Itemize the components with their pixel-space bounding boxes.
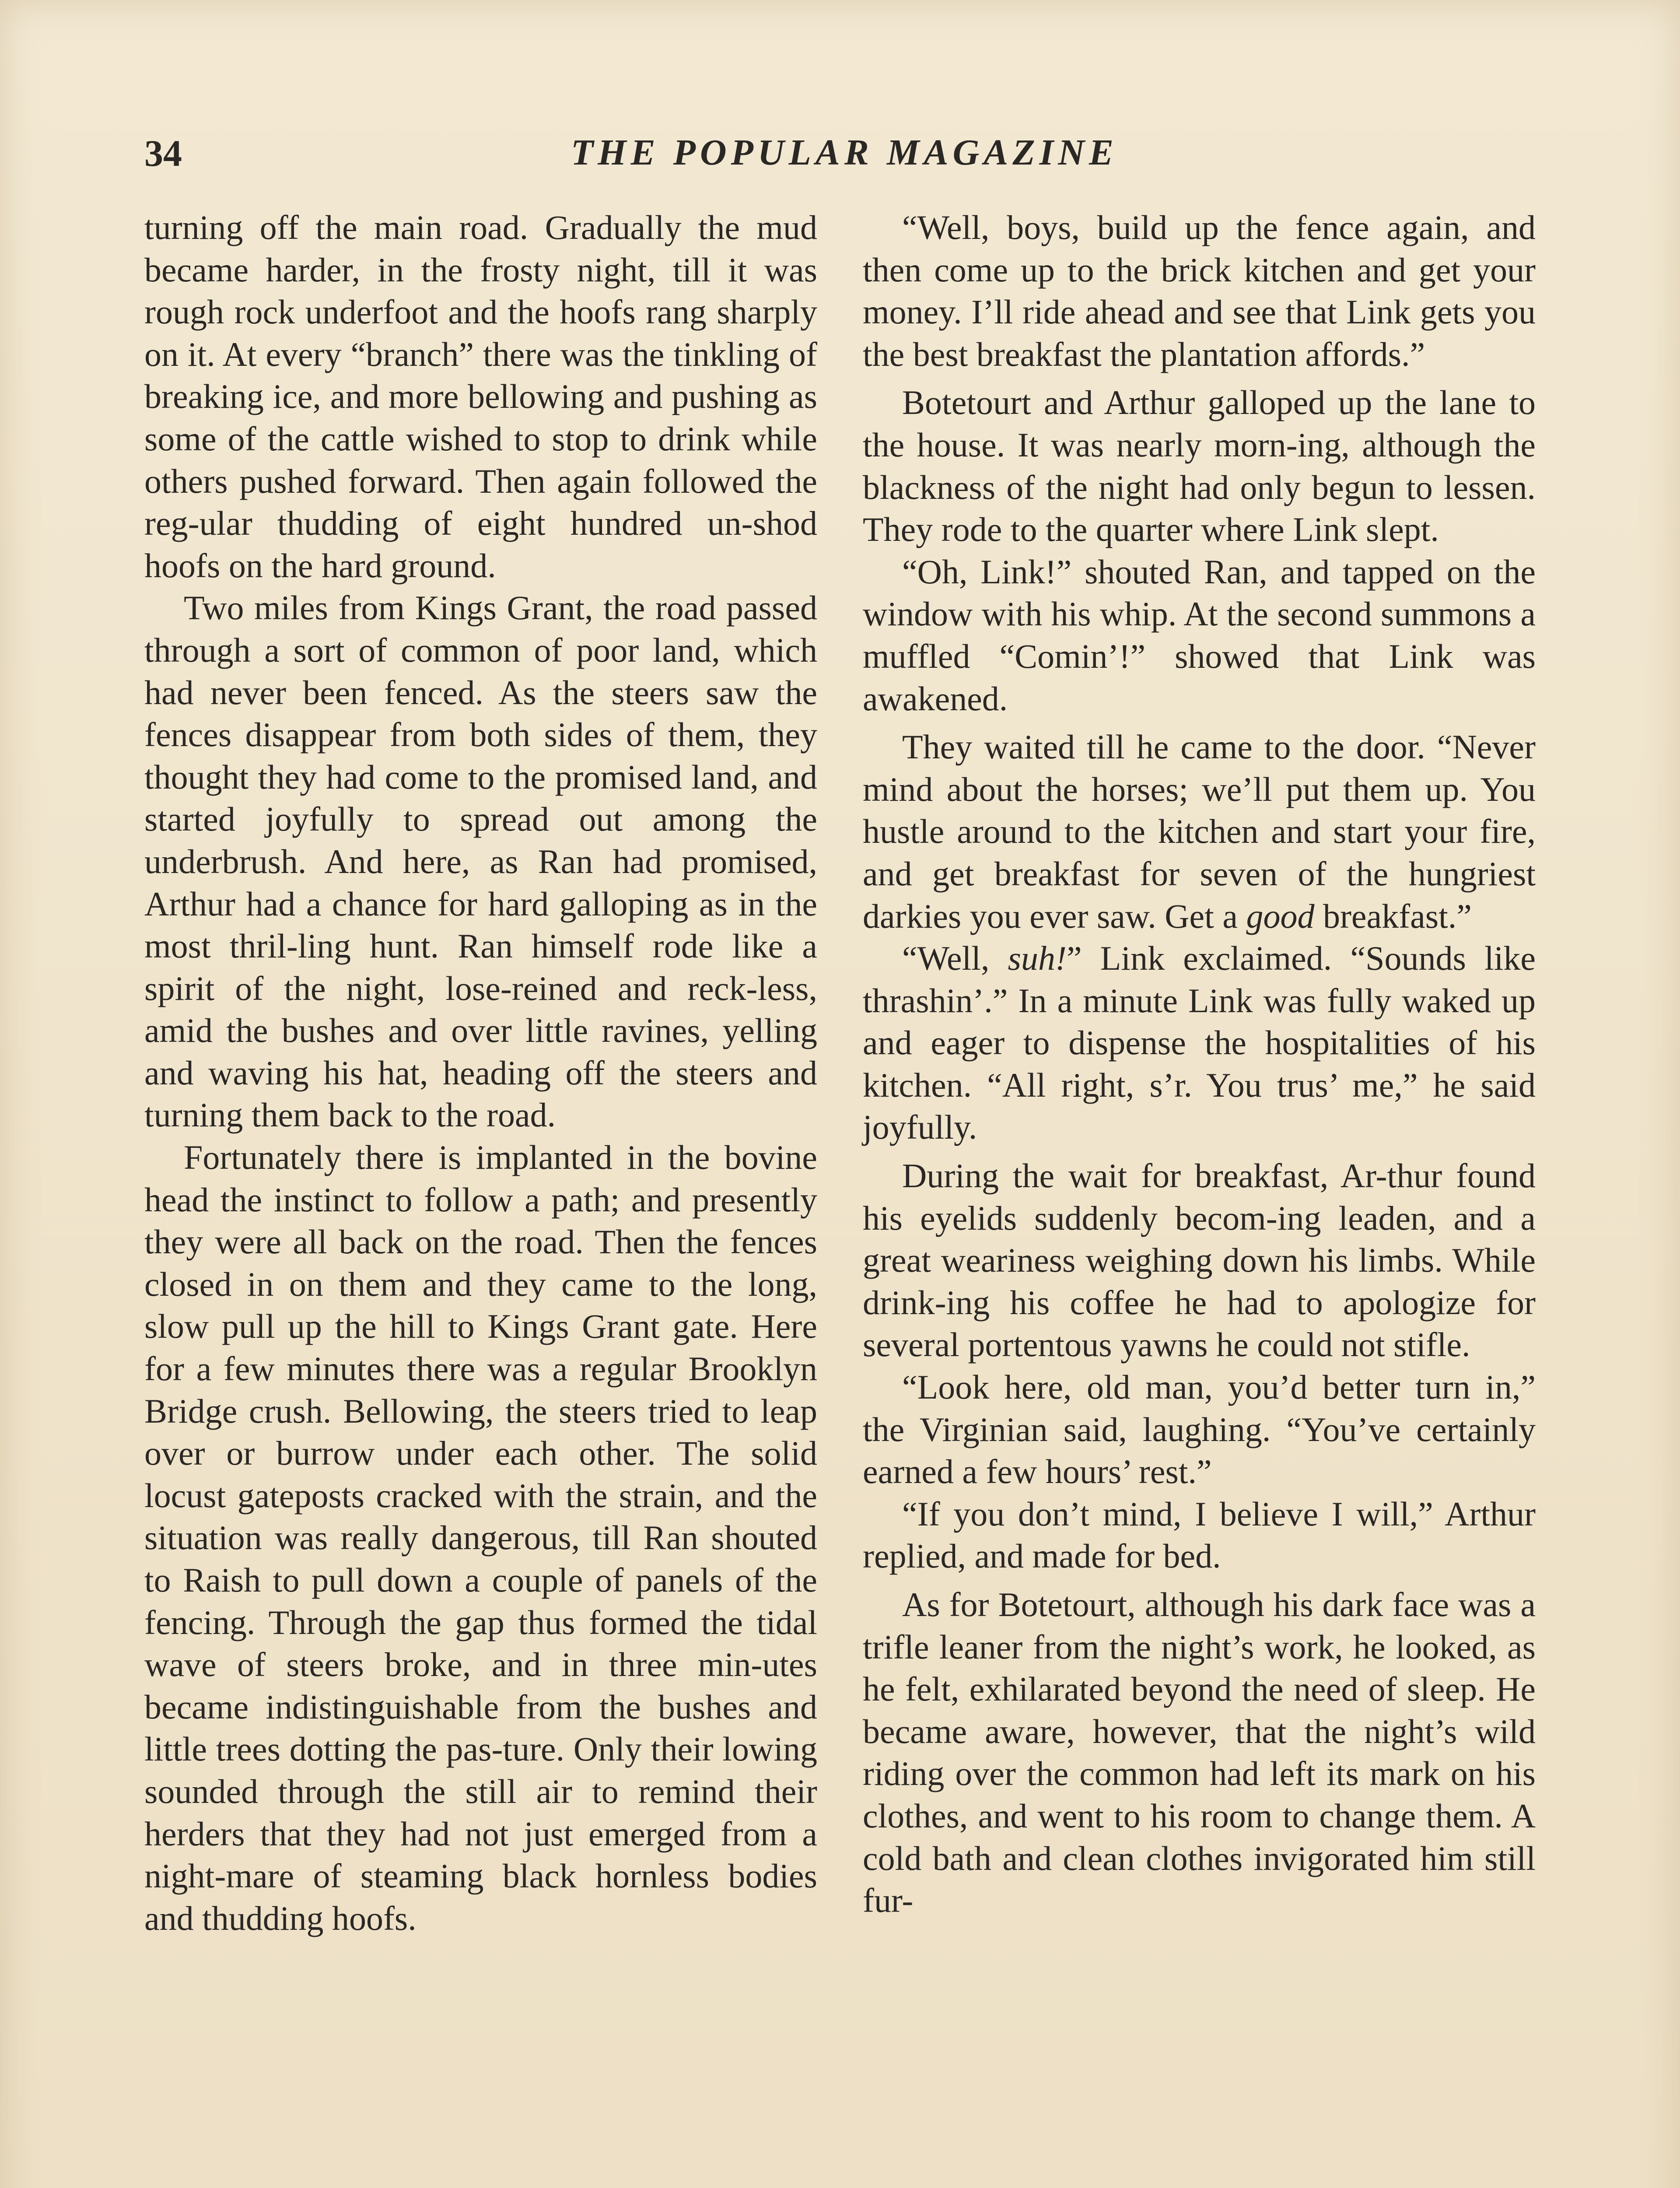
right-column — [863, 207, 1536, 1922]
paragraph — [863, 726, 1536, 937]
paragraph — [863, 937, 1536, 1149]
paragraph-text: ” Link exclaimed. “Sounds like thrashin’.” In a minute Link was fully waked up and eager to dispense the hospitalities of his kitchen. “All right, s’r. You trus’ me,” he said joyfully. — [863, 939, 1536, 1147]
emphasis-text: suh! — [1008, 939, 1067, 978]
paragraph: “If you don’t mind, I believe I will,” Arthur replied, and made for bed. — [863, 1494, 1536, 1575]
paragraph-text: “Well, — [902, 939, 990, 978]
paragraph: Two miles from Kings Grant, the road passed through a sort of common of poor land, which had never been fenced. As the steers saw the fences disappear from both sides of them, they thought they had come to the promised land, and started joyfully to spread out among the underbrush. And here, as Ran had promised, Arthur had a chance for hard galloping as in the most thril-ling hunt. Ran himself rode like a spirit of the night, lose-reined and reck-less, amid the bushes and over little ravines, yelling and waving his hat, heading off the steers and turning them back to the road. — [144, 589, 817, 1134]
paragraph: Botetourt and Arthur galloped up the lane to the house. It was nearly morn-ing, although the blackness of the night had only begun to lessen. They rode to the quarter where Link slept. — [863, 383, 1536, 549]
paragraph: “Oh, Link!” shouted Ran, and tapped on the window with his whip. At the second summons a muffled “Comin’!” showed that Link was awakened. — [863, 552, 1536, 718]
paragraph: During the wait for breakfast, Ar-thur found his eyelids suddenly becom-ing leaden, and a great weariness weighing down his limbs. While drink-ing his coffee he had to apologize for several portentous yawns he could not stifle. — [863, 1157, 1536, 1364]
paragraph: As for Botetourt, although his dark face was a trifle leaner from the night’s work, he looked, as he felt, exhilarated beyond the need of sleep. He became aware, however, that the night’s wild riding over the common had left its mark on his clothes, and went to his room to change them. A cold bath and clean clothes invigorated him still fur- — [863, 1585, 1536, 1920]
left-column — [144, 207, 817, 1939]
paragraph: turning off the main road. Gradually the mud became harder, in the frosty night, till it was rough rock underfoot and the hoofs rang sharply on it. At every “branch” there was the tinkling of breaking ice, and more bellowing and pushing as some of the cattle wished to stop to drink while others pushed forward. Then again followed the reg-ular thudding of eight hundred un-shod hoofs on the hard ground. — [144, 208, 817, 585]
running-head: THE POPULAR MAGAZINE — [570, 132, 1118, 173]
paragraph-text: They waited till he came to the door. “Never mind about the horses; we’ll put them up. You hustle around to the kitchen and start your fire, and get breakfast for seven of the hungriest darkies you ever saw. Get a — [863, 728, 1536, 935]
paragraph: Fortunately there is implanted in the bovine head the instinct to follow a path; and presently they were all back on the road. Then the fences closed in on them and they came to the long, slow pull up the hill to Kings Grant gate. Here for a few minutes there was a regular Brooklyn Bridge crush. Bellowing, the steers tried to leap over or burrow under each other. The solid locust gateposts cracked with the strain, and the situation was really dangerous, till Ran shouted to Raish to pull down a couple of panels of the fencing. Through the gap thus formed the tidal wave of steers broke, and in three min-utes became indistinguishable from the bushes and little trees dotting the pas-ture. Only their lowing sounded through the still air to remind their herders that they had not just emerged from a night-mare of steaming black hornless bodies and thudding hoofs. — [144, 1138, 817, 1937]
page-header — [144, 131, 1544, 188]
emphasis-text: good — [1246, 897, 1315, 935]
paragraph: “Well, boys, build up the fence again, and then come up to the brick kitchen and get your money. I’ll ride ahead and see that Link gets you the best breakfast the plantation affords.” — [863, 208, 1536, 373]
paragraph-text: breakfast.” — [1323, 897, 1472, 935]
paragraph: “Look here, old man, you’d better turn in,” the Virginian said, laughing. “You’ve certainly earned a few hours’ rest.” — [863, 1368, 1536, 1491]
page-number: 34 — [144, 132, 182, 174]
